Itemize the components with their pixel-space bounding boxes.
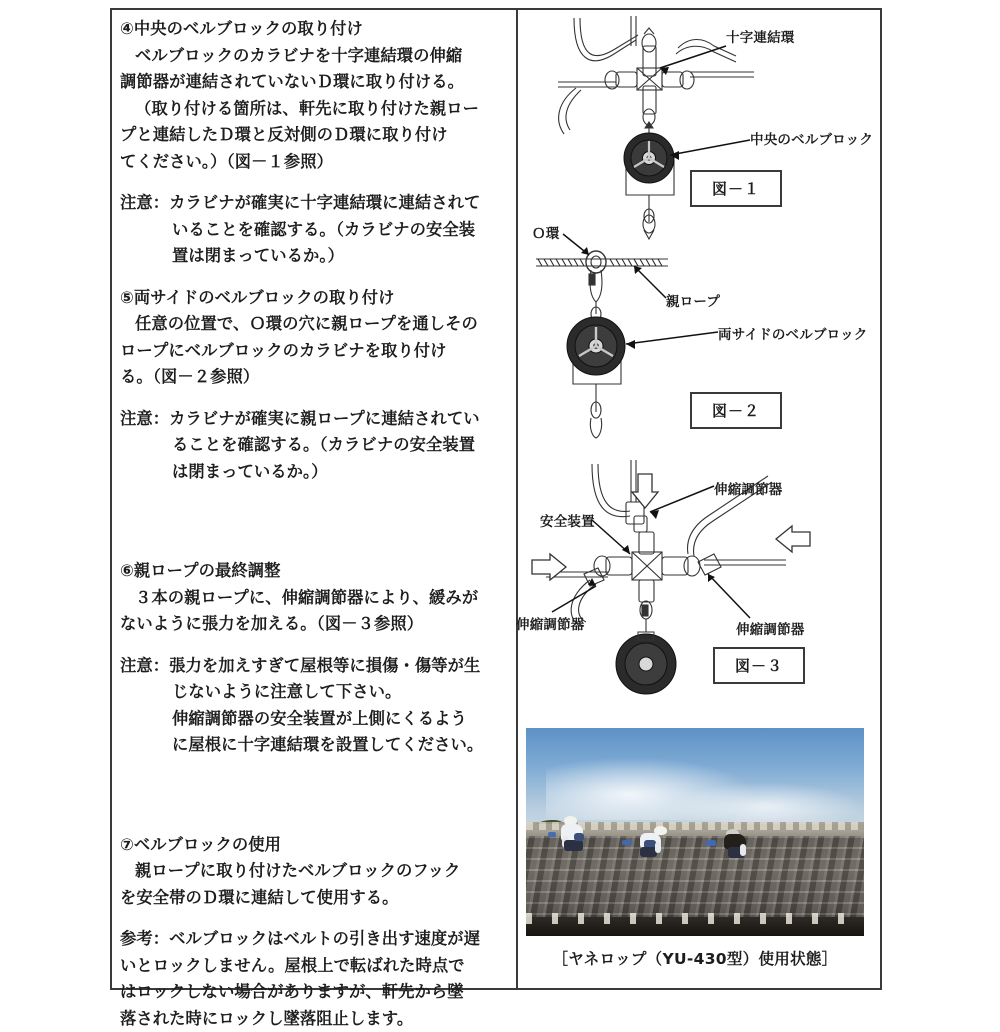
text-line: る。（図－２参照）	[120, 364, 506, 391]
text-line: 親ロープに取り付けたベルブロックのフック	[120, 858, 506, 885]
label-main-rope: 親ロープ	[666, 290, 720, 310]
figure-3-caption: 図－３	[735, 655, 783, 676]
text-line: （取り付ける箇所は、軒先に取り付けた親ロー	[120, 96, 506, 123]
label-tension-adjuster-left: 伸縮調節器	[516, 613, 585, 633]
figure-2	[518, 210, 880, 440]
instruction-sections	[120, 16, 506, 1032]
photo-worker-arm	[655, 842, 661, 853]
text-line: はロックしない場合がありますが、軒先から墜	[120, 979, 506, 1006]
text-line: 注意：カラビナが確実に親ロープに連結されてい	[120, 406, 506, 433]
label-safety-device: 安全装置	[540, 510, 595, 530]
text-line: 参考：ベルブロックはベルトの引き出す速度が遅	[120, 926, 506, 953]
right-figure-column	[518, 10, 880, 988]
note-1	[120, 190, 506, 270]
text-line: いることを確認する。（カラビナの安全装	[120, 217, 506, 244]
figure-3-caption-box	[713, 647, 805, 684]
figure-3-drawing	[518, 450, 880, 700]
text-line: 任意の位置で、Ｏ環の穴に親ロープを通しその	[120, 311, 506, 338]
figure-1-caption: 図－１	[712, 178, 760, 199]
text-line: ④中央のベルブロックの取り付け	[120, 16, 506, 43]
text-line: 注意：カラビナが確実に十字連結環に連結されて	[120, 190, 506, 217]
roof-work-photo	[526, 728, 864, 936]
text-line: ３本の親ロープに、伸縮調節器により、緩みが	[120, 585, 506, 612]
label-cross-link-ring: 十字連結環	[726, 26, 795, 46]
text-line: じないように注意して下さい。	[120, 679, 506, 706]
left-text-column	[112, 10, 518, 988]
text-line: は閉まっているか。）	[120, 459, 506, 486]
photo-worker-arm	[740, 844, 746, 856]
photo-block	[526, 728, 864, 969]
text-line: を安全帯のＤ環に連結して使用する。	[120, 885, 506, 912]
photo-worker	[724, 828, 766, 868]
text-line: 注意：張力を加えすぎて屋根等に損傷・傷等が生	[120, 653, 506, 680]
section-spacer	[120, 500, 506, 558]
text-line: プと連結したＤ環と反対側のＤ環に取り付け	[120, 122, 506, 149]
text-line: 伸縮調節器の安全装置が上側にくるよう	[120, 706, 506, 733]
label-o-ring: Ｏ環	[532, 222, 559, 242]
text-line: いとロックしません。屋根上で転ばれた時点で	[120, 953, 506, 980]
section-4	[120, 16, 506, 175]
figure-1	[518, 10, 880, 225]
text-line: ⑥親ロープの最終調整	[120, 558, 506, 585]
photo-eave-caps	[526, 913, 864, 923]
document-page	[110, 8, 882, 990]
note-3	[120, 653, 506, 759]
text-line: 調節器が連結されていないＤ環に取り付ける。	[120, 69, 506, 96]
text-line: ⑦ベルブロックの使用	[120, 832, 506, 859]
photo-caption: ［ヤネロップ（YU-430型）使用状態］	[526, 936, 864, 969]
photo-worker-leg	[564, 840, 583, 851]
text-line: 落された時にロックし墜落阻止します。	[120, 1006, 506, 1032]
text-line: ロープにベルブロックのカラビナを取り付け	[120, 338, 506, 365]
text-line: ⑤両サイドのベルブロックの取り付け	[120, 285, 506, 312]
section-spacer	[120, 774, 506, 832]
figure-2-caption-box	[690, 392, 782, 429]
section-5	[120, 285, 506, 391]
figure-2-caption: 図－２	[712, 400, 760, 421]
photo-rope	[706, 840, 716, 846]
note-4	[120, 926, 506, 1032]
text-line: ることを確認する。（カラビナの安全装置	[120, 432, 506, 459]
text-line: ないように張力を加える。（図－３参照）	[120, 611, 506, 638]
section-6	[120, 558, 506, 638]
text-line: に屋根に十字連結環を設置してください。	[120, 732, 506, 759]
text-line: ベルブロックのカラビナを十字連結環の伸縮	[120, 43, 506, 70]
text-line: 置は閉まっているか。）	[120, 243, 506, 270]
label-side-bell-block: 両サイドのベルブロック	[718, 323, 868, 343]
photo-rope	[622, 840, 632, 845]
section-7	[120, 832, 506, 912]
figure-3	[518, 450, 880, 700]
label-tension-adjuster-right: 伸縮調節器	[736, 618, 805, 638]
figure-1-caption-box	[690, 170, 782, 207]
photo-rope	[548, 832, 556, 837]
photo-worker	[558, 816, 600, 858]
label-tension-adjuster-top: 伸縮調節器	[714, 478, 783, 498]
text-line: てください。）（図－１参照）	[120, 149, 506, 176]
note-2	[120, 406, 506, 486]
photo-worker-harness	[574, 833, 584, 841]
label-center-bell-block: 中央のベルブロック	[750, 128, 873, 148]
photo-worker	[638, 826, 680, 866]
